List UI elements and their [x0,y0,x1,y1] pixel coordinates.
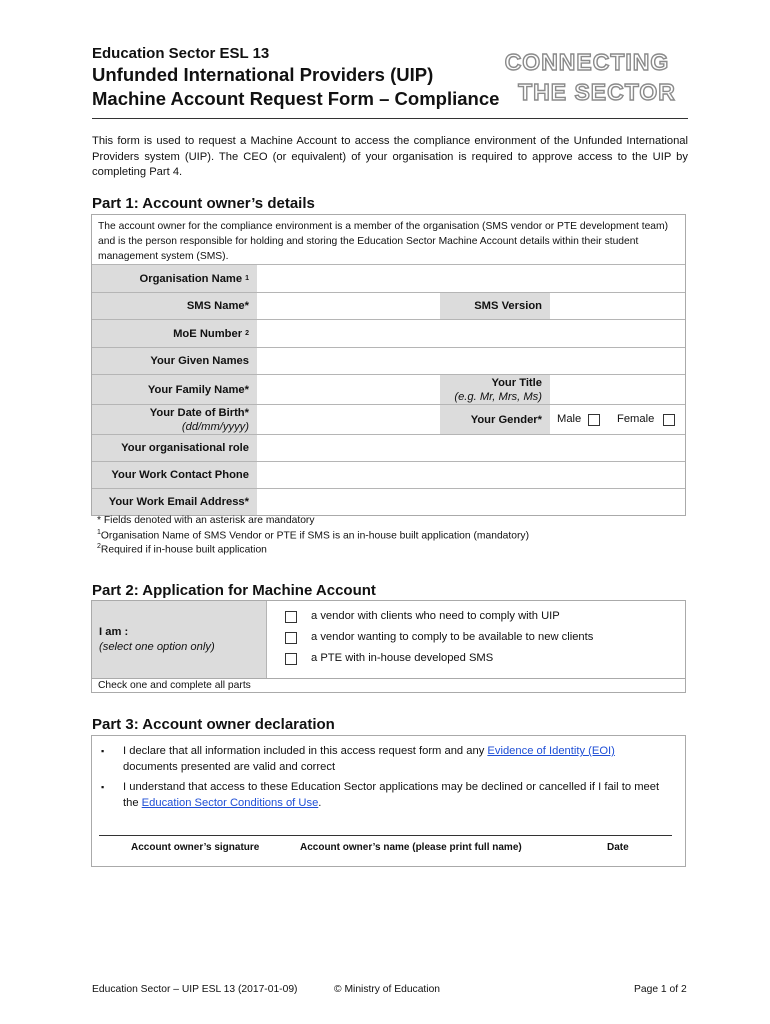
title-input[interactable] [550,374,685,404]
part3-box [91,735,686,867]
part2-title: Part 2: Application for Machine Account [92,582,376,599]
gender-male-checkbox[interactable] [588,414,600,426]
vendor-new-clients-checkbox[interactable] [285,632,297,644]
page-subtitle: Machine Account Request Form – Compliance [92,88,500,109]
org-role-label: Your organisational role [92,434,257,461]
dob-label: Your Date of Birth* (dd/mm/yyyy) [92,404,257,434]
header-divider [92,118,688,119]
bullet-1: ▪ [101,746,105,756]
sms-version-label: SMS Version [440,292,550,319]
dob-hint: (dd/mm/yyyy) [181,420,249,433]
org-name-label: Organisation Name 1 [92,264,257,292]
eoi-link[interactable]: Evidence of Identity (EOI) [487,745,615,757]
gender-label: Your Gender* [440,404,550,434]
conditions-of-use-link[interactable]: Education Sector Conditions of Use [141,796,319,809]
family-name-label: Your Family Name* [92,374,257,404]
logo-line1: CONNECTING [504,49,670,75]
gender-female-checkbox[interactable] [663,414,675,426]
given-names-input[interactable] [257,347,685,374]
vendor-with-clients-label: a vendor with clients who need to comply with UIP [311,610,560,622]
org-name-input[interactable] [257,264,685,292]
work-email-label: Your Work Email Address* [92,488,257,515]
family-name-input[interactable] [257,374,440,404]
print-name-label: Account owner’s name (please print full name) [300,842,522,853]
declaration-1: I declare that all information included in this access request form and any Evidence of Identity (EOI) documents presented are valid and correct [123,745,615,773]
sms-name-input[interactable] [257,292,440,319]
part2-table [91,600,686,693]
moe-number-label: MoE Number 2 [92,319,257,347]
gender-male-label: Male [557,413,582,425]
signature-label: Account owner’s signature [131,842,260,853]
asterisk-note: * Fields denoted with an asterisk are mandatory [97,515,315,526]
bullet-2: ▪ [101,782,105,792]
footer-page-number: Page 1 of 2 [634,984,687,995]
work-phone-label: Your Work Contact Phone [92,461,257,488]
gender-options [550,404,685,434]
footer-copyright: © Ministry of Education [334,984,441,995]
date-label: Date [607,842,629,853]
select-one-hint: (select one option only) [99,641,215,653]
page-title: Unfunded International Providers (UIP) [92,64,434,85]
check-one-note: Check one and complete all parts [98,680,251,691]
footnote-1: $^1$Organisation Name of SMS Vendor or PTE if SMS is an in-house built application (mandatory) [97,529,530,542]
vendor-with-clients-checkbox[interactable] [285,611,297,623]
part1-title: Part 1: Account owner’s details [92,195,315,212]
signature-line[interactable] [99,835,672,836]
sms-version-input[interactable] [550,292,685,319]
i-am-cell [92,601,266,678]
pte-in-house-checkbox[interactable] [285,653,297,665]
dob-input[interactable] [257,404,440,434]
footnote-2: $^2$Required if in-house built application [97,543,267,556]
connecting-the-sector-logo [487,46,687,104]
org-role-input[interactable] [257,434,685,461]
pte-in-house-label: a PTE with in-house developed SMS [311,652,494,664]
intro-paragraph: This form is used to request a Machine Account to access the compliance environment of the Unfunded International Providers system (UIP). The CEO (or equivalent) of your organisation is required to approve access to the UIP by completing Part 4. [92,135,688,178]
sms-name-label: SMS Name* [92,292,257,319]
work-email-input[interactable] [257,488,685,515]
form-series: Education Sector ESL 13 [92,45,270,62]
declaration-2: I understand that access to these Education Sector applications may be declined or cancelled if I fail to meet the Education Sector Conditions of Use. [123,781,660,809]
vendor-new-clients-label: a vendor wanting to comply to be available to new clients [311,631,594,643]
gender-female-label: Female [617,413,655,425]
i-am-label: I am : [99,626,129,638]
title-label: Your Title (e.g. Mr, Mrs, Ms) [440,374,550,404]
title-hint: (e.g. Mr, Mrs, Ms) [454,390,542,403]
part1-description: The account owner for the compliance environment is a member of the organisation (SMS vendor or PTE development team) and is the person responsible for holding and storing the Education Sector Machine Account details within their student management system (SMS). [98,221,669,262]
work-phone-input[interactable] [257,461,685,488]
footer-doc-ref: Education Sector – UIP ESL 13 (2017-01-09) [92,984,298,995]
logo-line2: THE SECTOR [518,79,676,104]
moe-number-input[interactable] [257,319,685,347]
part3-title: Part 3: Account owner declaration [92,716,335,733]
part1-table [91,214,686,516]
given-names-label: Your Given Names [92,347,257,374]
